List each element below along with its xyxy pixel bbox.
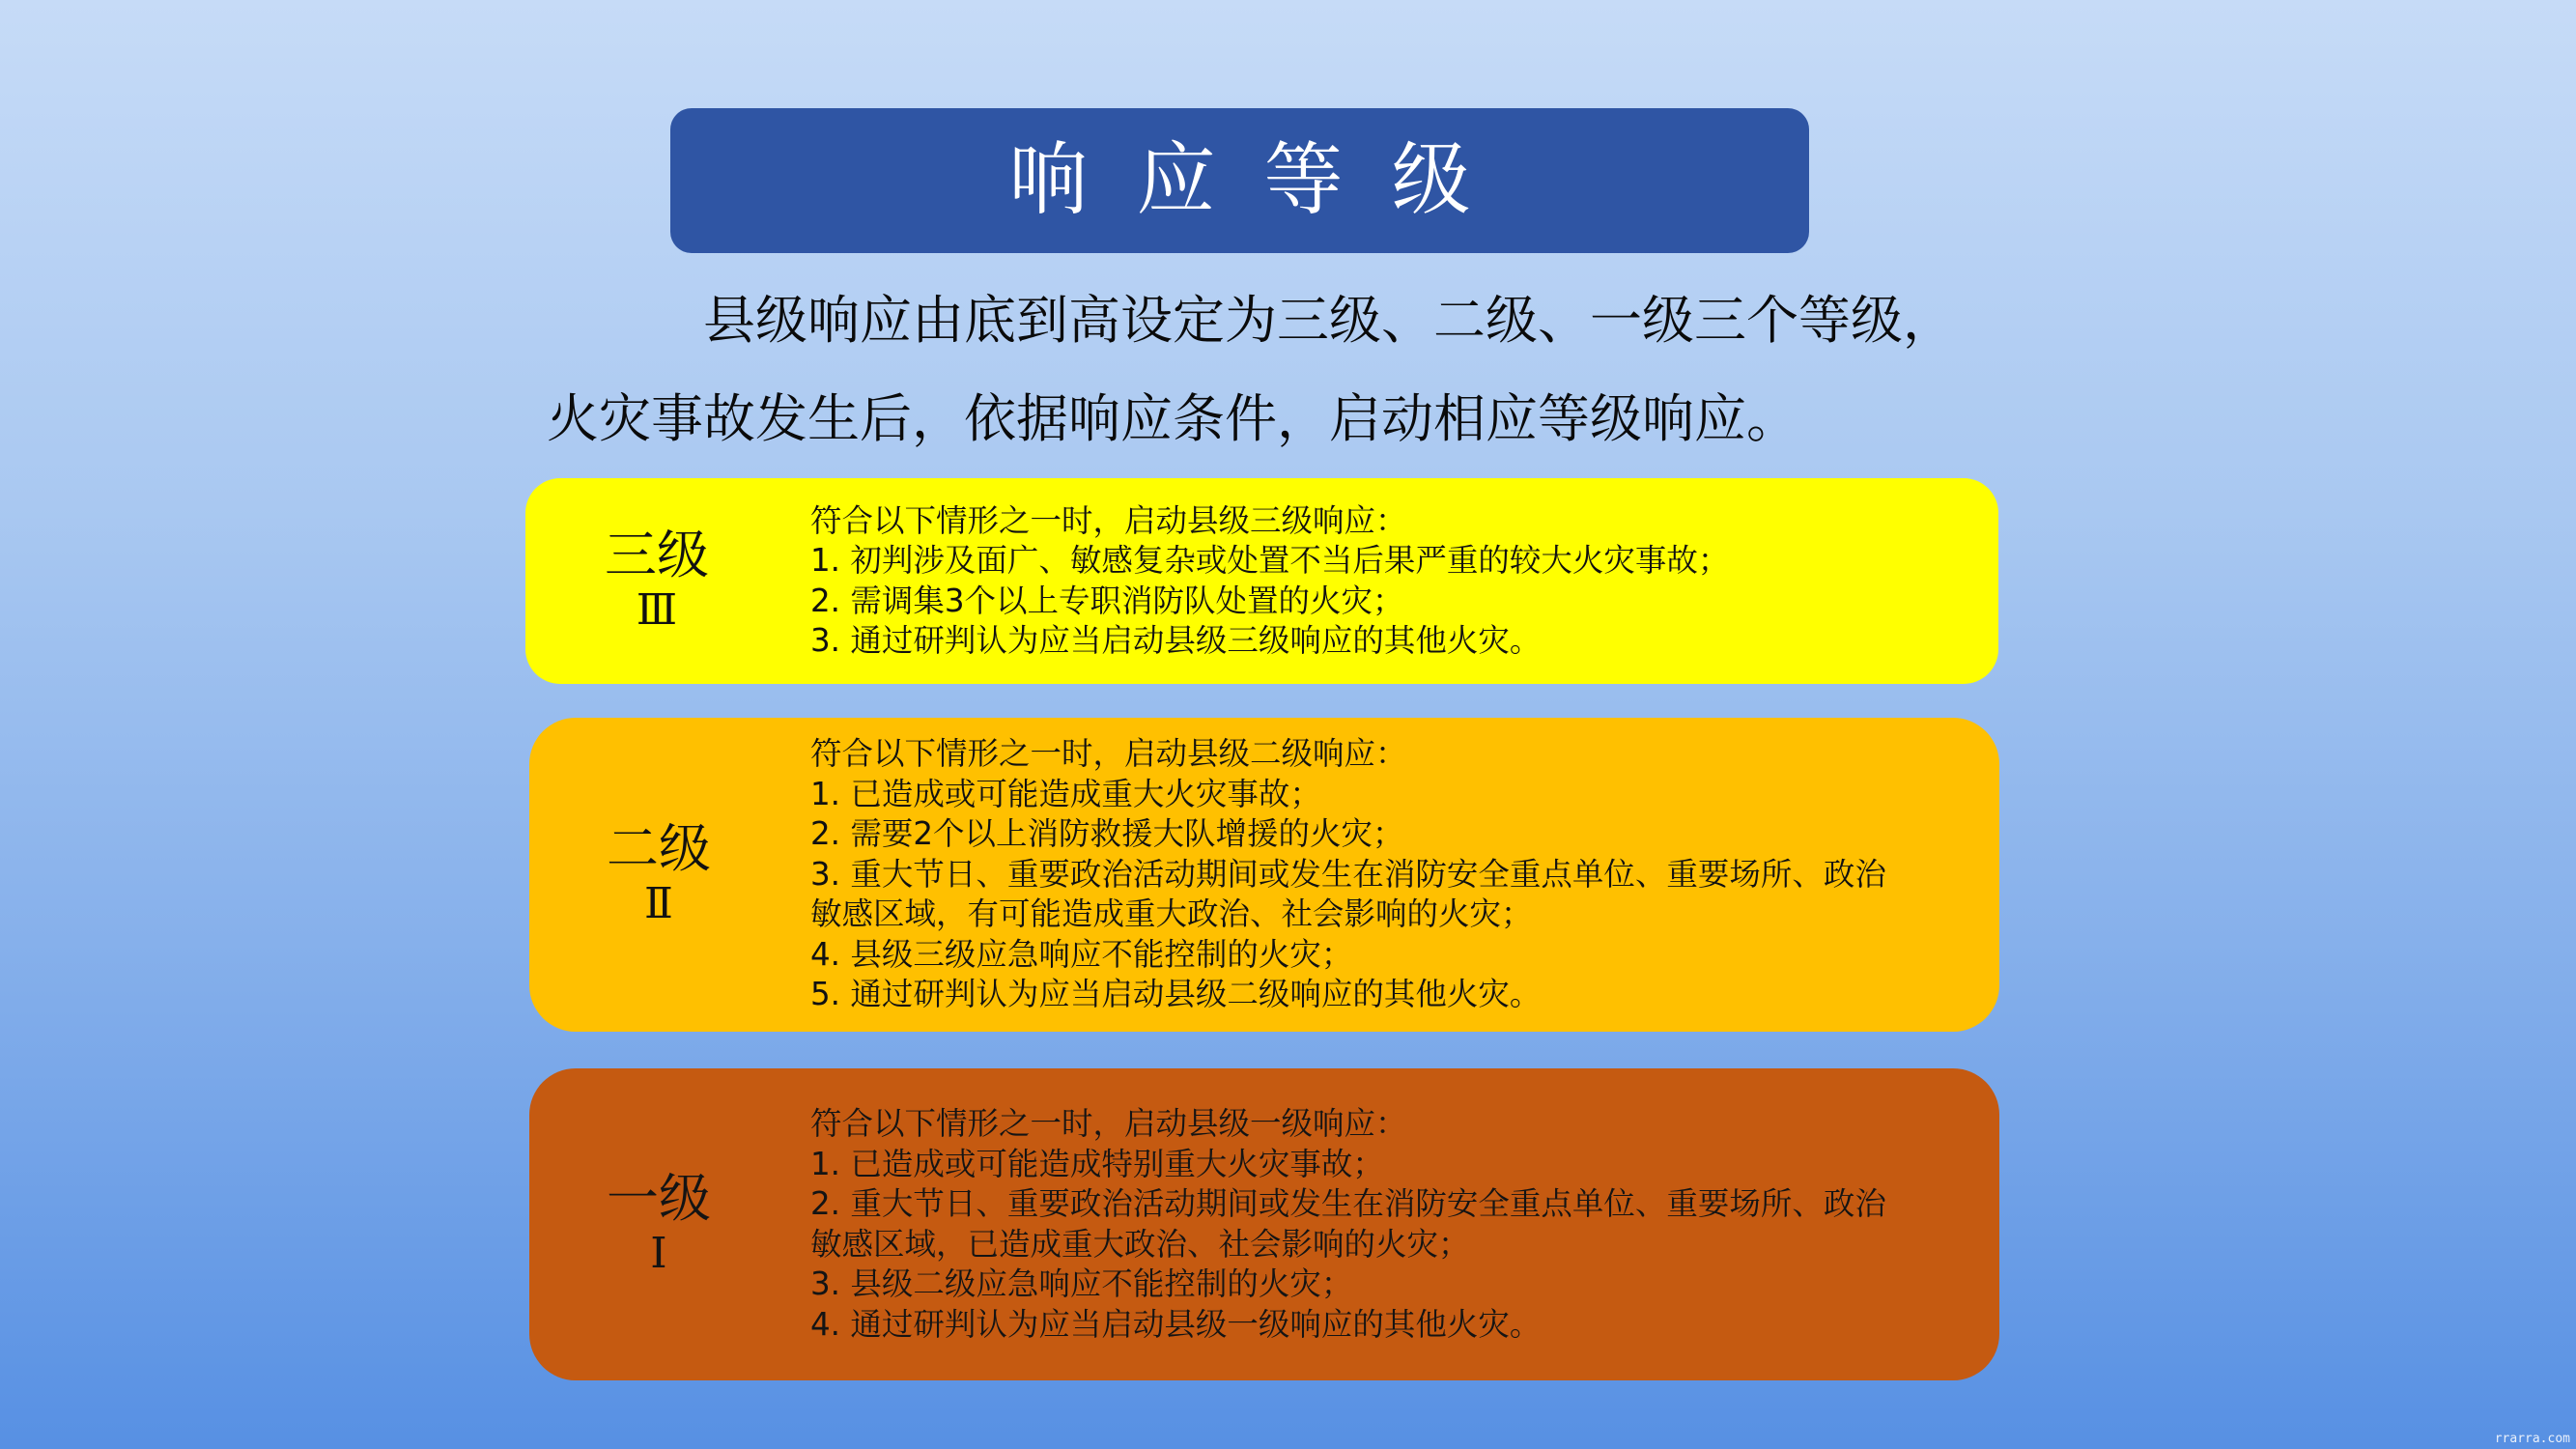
criteria-line: 敏感区域，有可能造成重大政治、社会影响的火灾； [810, 895, 1533, 933]
criteria-line: 2. 需调集3个以上专职消防队处置的火灾； [810, 582, 1404, 619]
criteria-heading: 符合以下情形之一时，启动县级二级响应： [810, 735, 1407, 773]
intro-line-1: 县级响应由底到高设定为三级、二级、一级三个等级， [703, 290, 1955, 351]
level-numeral: Ⅰ [650, 1228, 667, 1278]
level-numeral: Ⅱ [644, 878, 673, 928]
criteria-heading: 符合以下情形之一时，启动县级一级响应： [810, 1105, 1407, 1142]
level-name: 一级 [607, 1167, 711, 1229]
level-one-criteria [810, 1104, 1886, 1345]
criteria-line: 1. 初判涉及面广、敏感复杂或处置不当后果严重的较大火灾事故； [810, 542, 1730, 579]
intro-paragraph [547, 271, 1955, 469]
level-two-label [529, 817, 788, 930]
title-banner [670, 108, 1809, 253]
criteria-line: 3. 县级二级应急响应不能控制的火灾； [810, 1265, 1353, 1302]
criteria-line: 5. 通过研判认为应当启动县级二级响应的其他火灾。 [810, 976, 1542, 1013]
criteria-line: 3. 通过研判认为应当启动县级三级响应的其他火灾。 [810, 622, 1542, 659]
intro-line-2: 火灾事故发生后，依据响应条件，启动相应等级响应。 [547, 388, 1798, 449]
level-three-label [525, 526, 788, 637]
criteria-line: 敏感区域，已造成重大政治、社会影响的火灾； [810, 1225, 1470, 1263]
level-two-criteria [810, 734, 1886, 1015]
level-three-criteria [810, 501, 1729, 662]
criteria-line: 2. 需要2个以上消防救援大队增援的火灾； [810, 815, 1404, 853]
level-three-box [525, 478, 1998, 684]
watermark: rrarra.com [2494, 1432, 2570, 1446]
level-two-box [529, 718, 1999, 1032]
level-name: 二级 [607, 817, 711, 879]
slide-title: 响 应 等 级 [1008, 134, 1483, 226]
level-one-label [529, 1167, 788, 1280]
criteria-line: 4. 县级三级应急响应不能控制的火灾； [810, 935, 1353, 973]
criteria-heading: 符合以下情形之一时，启动县级三级响应： [810, 501, 1407, 539]
level-numeral: Ⅲ [636, 584, 678, 635]
criteria-line: 3. 重大节日、重要政治活动期间或发生在消防安全重点单位、重要场所、政治 [810, 855, 1886, 893]
level-name: 三级 [605, 524, 709, 585]
level-one-box [529, 1068, 1999, 1380]
criteria-line: 1. 已造成或可能造成重大火灾事故； [810, 775, 1321, 812]
criteria-line: 2. 重大节日、重要政治活动期间或发生在消防安全重点单位、重要场所、政治 [810, 1185, 1886, 1222]
criteria-line: 1. 已造成或可能造成特别重大火灾事故； [810, 1145, 1384, 1182]
criteria-line: 4. 通过研判认为应当启动县级一级响应的其他火灾。 [810, 1305, 1542, 1343]
